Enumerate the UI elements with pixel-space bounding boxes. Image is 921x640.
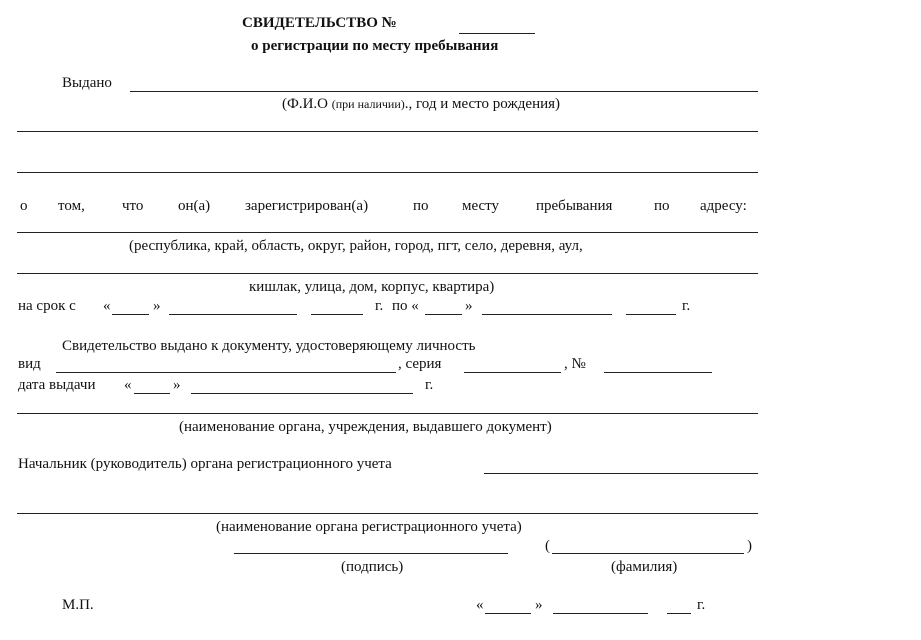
fio-line-3[interactable] [17, 172, 758, 173]
issue-date-month-line[interactable] [191, 393, 413, 394]
term-to-label: по « [392, 298, 419, 314]
reg-word-6: по [413, 198, 429, 214]
document-kind-label: вид [18, 356, 41, 372]
term-label: на срок с [18, 298, 76, 314]
surname-line[interactable] [552, 553, 744, 554]
footer-quote-open: « [476, 597, 484, 613]
surname-caption: (фамилия) [611, 559, 678, 575]
term-end-year-label: г. [682, 298, 691, 314]
term-quote-open: « [103, 298, 111, 314]
document-series-label: , серия [398, 356, 442, 372]
footer-month-line[interactable] [553, 613, 648, 614]
document-title: СВИДЕТЕЛЬСТВО № [242, 15, 397, 31]
reg-word-10: адресу: [700, 198, 747, 214]
fio-line[interactable] [130, 91, 758, 92]
footer-quote-close: » [535, 597, 543, 613]
reg-word-8: пребывания [536, 198, 613, 214]
issue-date-quote-close: » [173, 377, 181, 393]
stamp-label: М.П. [62, 597, 94, 613]
issue-date-label: дата выдачи [18, 377, 96, 393]
issue-date-day-line[interactable] [134, 393, 170, 394]
document-number-line[interactable] [604, 372, 712, 373]
issue-date-year-label: г. [425, 377, 434, 393]
term-end-quote-close: » [465, 298, 473, 314]
term-start-day-line[interactable] [112, 314, 149, 315]
term-start-year-label: г. [375, 298, 384, 314]
issued-label: Выдано [62, 75, 112, 91]
fio-caption-small: (при наличии) [331, 97, 405, 111]
reg-word-1: о [20, 198, 28, 214]
registration-org-line[interactable] [17, 513, 758, 514]
certificate-number-line[interactable] [459, 33, 535, 34]
term-end-year-line[interactable] [626, 314, 676, 315]
term-end-day-line[interactable] [425, 314, 462, 315]
reg-word-9: по [654, 198, 670, 214]
address-caption-1: (республика, край, область, округ, район, город, пгт, село, деревня, аул, [129, 238, 583, 254]
footer-year-line[interactable] [667, 613, 691, 614]
issuer-caption: (наименование органа, учреждения, выдавшего документ) [179, 419, 552, 435]
reg-word-5: зарегистрирован(а) [245, 198, 369, 214]
signature-caption: (подпись) [341, 559, 404, 575]
chief-label: Начальник (руководитель) органа регистрационного учета [18, 456, 392, 472]
document-heading: Свидетельство выдано к документу, удостоверяющему личность [62, 338, 476, 354]
fio-caption-end: ., год и место рождения) [404, 96, 561, 112]
issue-date-quote-open: « [124, 377, 132, 393]
footer-year-label: г. [697, 597, 706, 613]
chief-line[interactable] [484, 473, 758, 474]
document-series-line[interactable] [464, 372, 561, 373]
term-start-month-line[interactable] [169, 314, 297, 315]
document-subtitle: о регистрации по месту пребывания [251, 38, 499, 54]
term-start-year-line[interactable] [311, 314, 363, 315]
document-number-label: , № [564, 356, 586, 372]
registration-org-caption: (наименование органа регистрационного учета) [216, 519, 522, 535]
term-end-month-line[interactable] [482, 314, 612, 315]
fio-line-2[interactable] [17, 131, 758, 132]
address-line-2[interactable] [17, 273, 758, 274]
term-quote-close: » [153, 298, 161, 314]
reg-word-2: том, [58, 198, 85, 214]
reg-word-7: месту [462, 198, 500, 214]
fio-caption-start: (Ф.И.О [282, 96, 329, 112]
issuer-line[interactable] [17, 413, 758, 414]
fio-caption [282, 95, 560, 113]
document-kind-line[interactable] [56, 372, 396, 373]
address-line-1[interactable] [17, 232, 758, 233]
address-caption-2: кишлак, улица, дом, корпус, квартира) [249, 279, 495, 295]
footer-day-line[interactable] [485, 613, 531, 614]
signature-line[interactable] [234, 553, 508, 554]
surname-paren-open: ( [545, 538, 550, 554]
reg-word-4: он(а) [178, 198, 211, 214]
surname-paren-close: ) [747, 538, 752, 554]
reg-word-3: что [122, 198, 144, 214]
